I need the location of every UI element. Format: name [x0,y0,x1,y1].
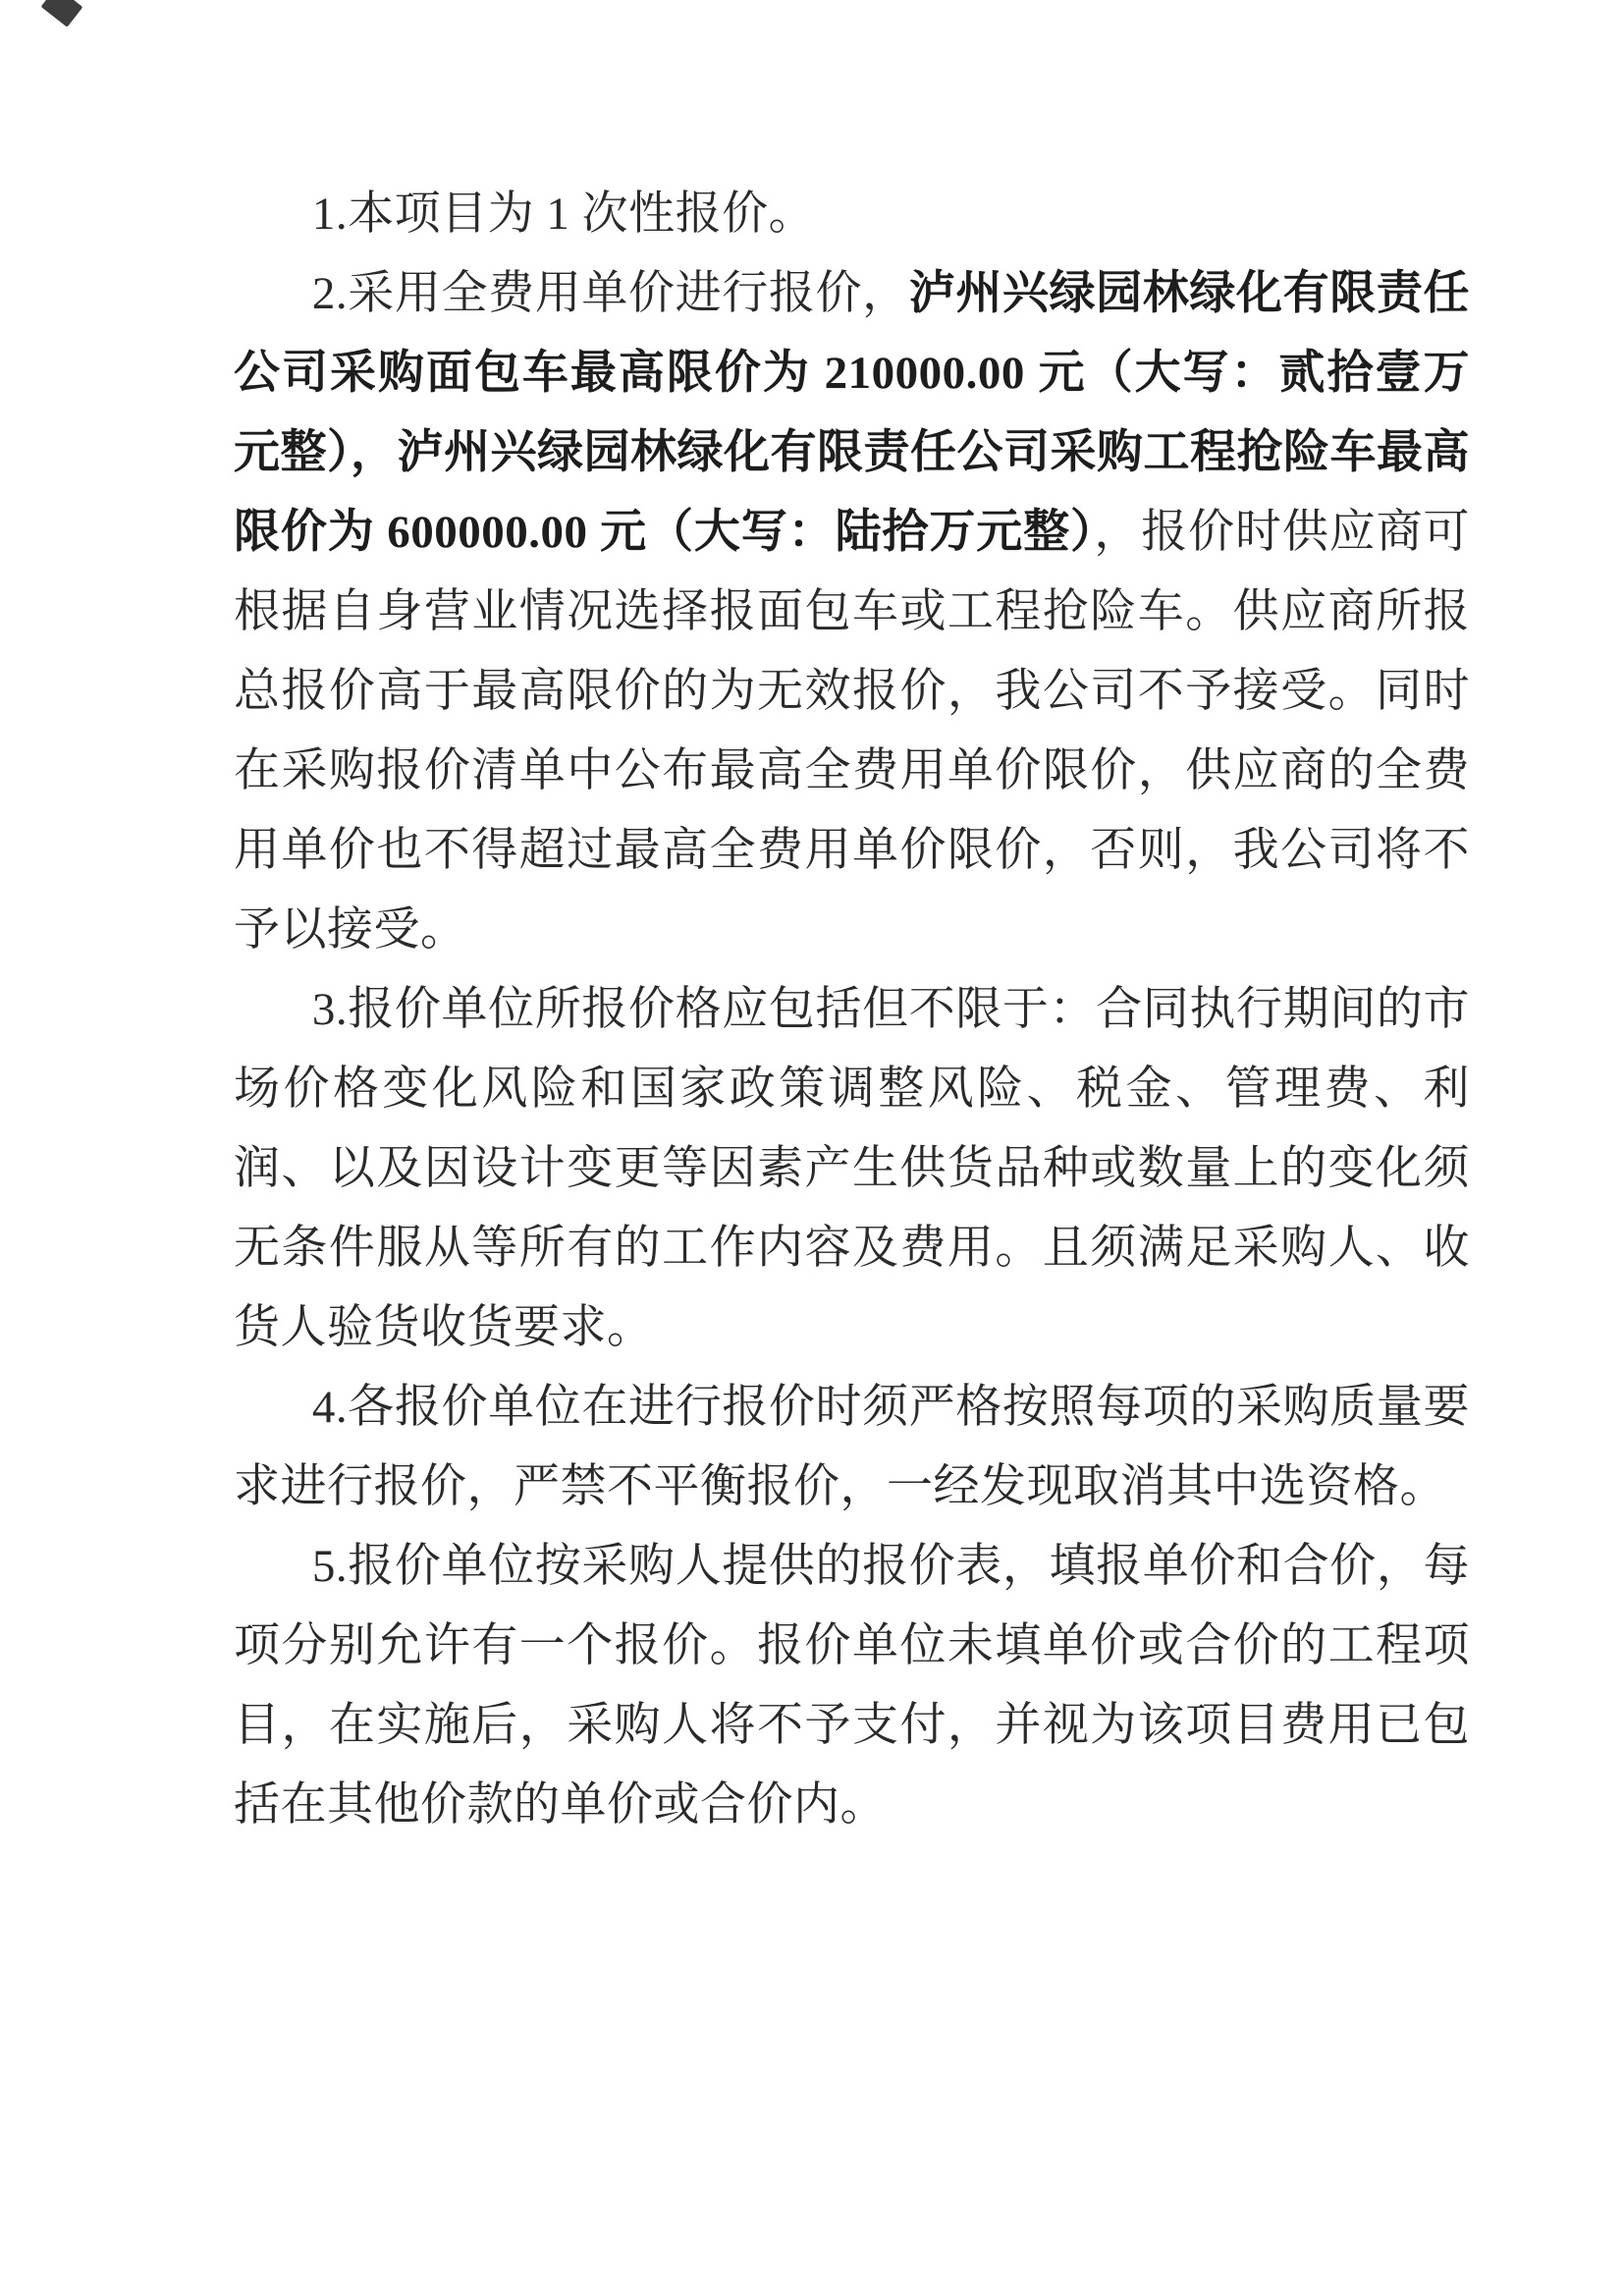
text-run: ，报价时供应商可根据自身营业情况选择报面包车或工程抢险车。供应商所报总报价高于最高限价的为无效报价，我公司不予接受。同时在采购报价清单中公布最高全费用单价限价，供应商的全费用单价也不得超过最高全费用单价限价，否则，我公司将不予以接受。 [234,507,1471,956]
text-run: 3.报价单位所报价格应包括但不限于：合同执行期间的市场价格变化风险和国家政策调整风险、税金、管理费、利润、以及因设计变更等因素产生供货品种或数量上的变化须无条件服从等所有的工作内容及费用。且须满足采购人、收货人验货收货要求。 [234,984,1470,1353]
text-run: 4.各报价单位在进行报价时须严格按照每项的采购质量要求进行报价，严禁不平衡报价，一经发现取消其中选资格。 [234,1382,1470,1512]
clause-paragraph-4 [234,1368,1470,1527]
text-run: 2.采用全费用单价进行报价， [311,268,909,319]
text-run-bold-price-limits: 泸州兴绿园林绿化有限责任公司采购面包车最高限价为 210000.00 元（大写：贰拾壹万元整），泸州兴绿园林绿化有限责任公司采购工程抢险车最高限价为 600000.00 元（大写：陆拾万元整） [234,268,1471,558]
scan-artifact-mark [41,0,83,27]
text-run: 5.报价单位按采购人提供的报价表，填报单价和合价，每项分别允许有一个报价。报价单位未填单价或合价的工程项目，在实施后，采购人将不予支付，并视为该项目费用已包括在其他价款的单价或合价内。 [234,1541,1470,1831]
clause-paragraph-2 [234,254,1470,970]
clause-paragraph-3 [234,970,1470,1368]
clause-paragraph-1 [234,175,1470,254]
text-run: 1.本项目为 1 次性报价。 [311,189,816,240]
clause-paragraph-5 [234,1527,1470,1845]
